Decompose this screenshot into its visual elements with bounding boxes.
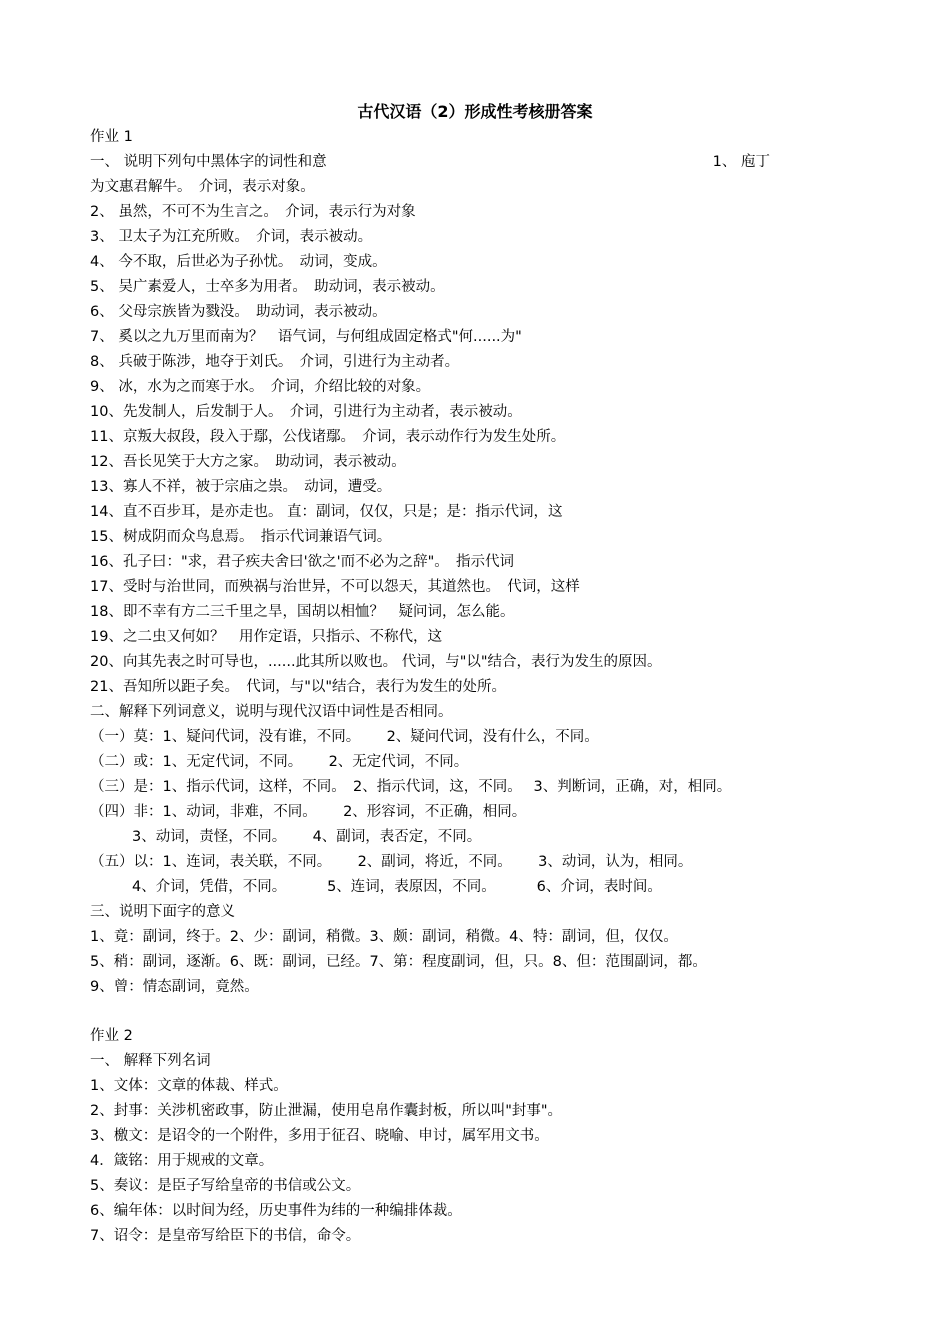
list-item: 19、之二虫又何如？ 用作定语，只指示、不称代，这 [90,629,442,645]
list-item: 1、竟：副词，终于。2、少：副词，稍微。3、颇：副词，稍微。4、特：副词，但，仅仅。 [90,929,678,945]
list-item: （四）非：1、动词，非难，不同。 2、形容词，不正确，相同。 [90,804,527,820]
list-item: 16、孔子曰："求，君子疾夫舍曰'欲之'而不必为之辞"。 指示代词 [90,554,515,570]
list-item: 12、吾长见笑于大方之家。 助动词，表示被动。 [90,454,406,470]
list-item: （二）或：1、无定代词，不同。 2、无定代词，不同。 [90,754,469,770]
list-item: 5、奏议：是臣子写给皇帝的书信或公文。 [90,1178,361,1194]
list-item: 13、寡人不祥，被于宗庙之祟。 动词，遭受。 [90,479,392,495]
list-item: 10、先发制人，后发制于人。 介词，引进行为主动者，表示被动。 [90,404,522,420]
hw1-section1-title-line [90,150,860,175]
list-item: 9、曾：情态副词，竟然。 [90,979,259,995]
list-item: 4、 今不取，后世必为子孙忧。 动词，变成。 [90,254,387,270]
list-item: 7、诏令：是皇帝写给臣下的书信，命令。 [90,1228,361,1244]
document-title: 古代汉语（2）形成性考核册答案 [357,102,593,121]
hw1-section3-title: 三、说明下面字的意义 [90,904,235,920]
hw2-heading: 作业 2 [90,1028,133,1044]
list-item: （一）莫：1、疑问代词，没有谁，不同。 2、疑问代词，没有什么，不同。 [90,729,599,745]
list-item: 4、介词，凭借，不同。 5、连词，表原因，不同。 6、介词，表时间。 [132,879,662,895]
hw1-heading: 作业 1 [90,129,133,145]
list-item: 21、吾知所以距子矣。 代词，与"以"结合，表行为发生的处所。 [90,679,507,695]
list-item: 3、 卫太子为江充所败。 介词，表示被动。 [90,229,373,245]
list-item: 9、 冰，水为之而寒于水。 介词，介绍比较的对象。 [90,379,431,395]
hw1-item1-start: 1、 庖丁 [712,154,770,170]
list-item: 5、稍：副词，逐渐。6、既：副词，已经。7、第：程度副词，但，只。8、但：范围副词，都。 [90,954,707,970]
hw1-section1-title: 一、 说明下列句中黑体字的词性和意 [90,154,327,170]
list-item: 3、动词，责怪，不同。 4、副词，表否定，不同。 [132,829,482,845]
list-item: 18、即不幸有方二三千里之旱，国胡以相恤？ 疑问词，怎么能。 [90,604,515,620]
list-item: 5、 吴广素爱人，士卒多为用者。 助动词，表示被动。 [90,279,445,295]
list-item: 6、 父母宗族皆为戮没。 助动词，表示被动。 [90,304,387,320]
list-item: 1、文体：文章的体裁、样式。 [90,1078,288,1094]
list-item: 7、 奚以之九万里而南为？ 语气词，与何组成固定格式"何......为" [90,329,522,345]
list-item: 17、受时与治世同，而殃祸与治世异，不可以怨天，其道然也。 代词，这样 [90,579,580,595]
list-item: 11、京叛大叔段，段入于鄢，公伐诸鄢。 介词，表示动作行为发生处所。 [90,429,566,445]
list-item: 6、编年体：以时间为经，历史事件为纬的一种编排体裁。 [90,1203,462,1219]
list-item: 20、向其先表之时可导也，......此其所以败也。 代词，与"以"结合，表行为发生的原因。 [90,654,662,670]
list-item: 4．箴铭：用于规戒的文章。 [90,1153,274,1169]
list-item: 3、檄文：是诏令的一个附件，多用于征召、晓喻、申讨，属军用文书。 [90,1128,549,1144]
list-item: 14、直不百步耳，是亦走也。 直：副词，仅仅，只是；是：指示代词，这 [90,504,563,520]
list-item: 2、封事：关涉机密政事，防止泄漏，使用皂帛作囊封板，所以叫"封事"。 [90,1103,563,1119]
hw2-section1-title: 一、 解释下列名词 [90,1053,211,1069]
list-item: 8、 兵破于陈涉，地夺于刘氏。 介词，引进行为主动者。 [90,354,460,370]
hw1-section2-title: 二、解释下列词意义，说明与现代汉语中词性是否相同。 [90,704,453,720]
list-item: 2、 虽然，不可不为生言之。 介词，表示行为对象 [90,204,416,220]
list-item: 15、树成阴而众鸟息焉。 指示代词兼语气词。 [90,529,392,545]
list-item: （三）是：1、指示代词，这样，不同。 2、指示代词，这，不同。 3、判断词，正确，对，相同。 [90,779,732,795]
list-item: 为文惠君解牛。 介词，表示对象。 [90,179,315,195]
list-item: （五）以：1、连词，表关联，不同。 2、副词，将近，不同。 3、动词，认为，相同。 [90,854,693,870]
